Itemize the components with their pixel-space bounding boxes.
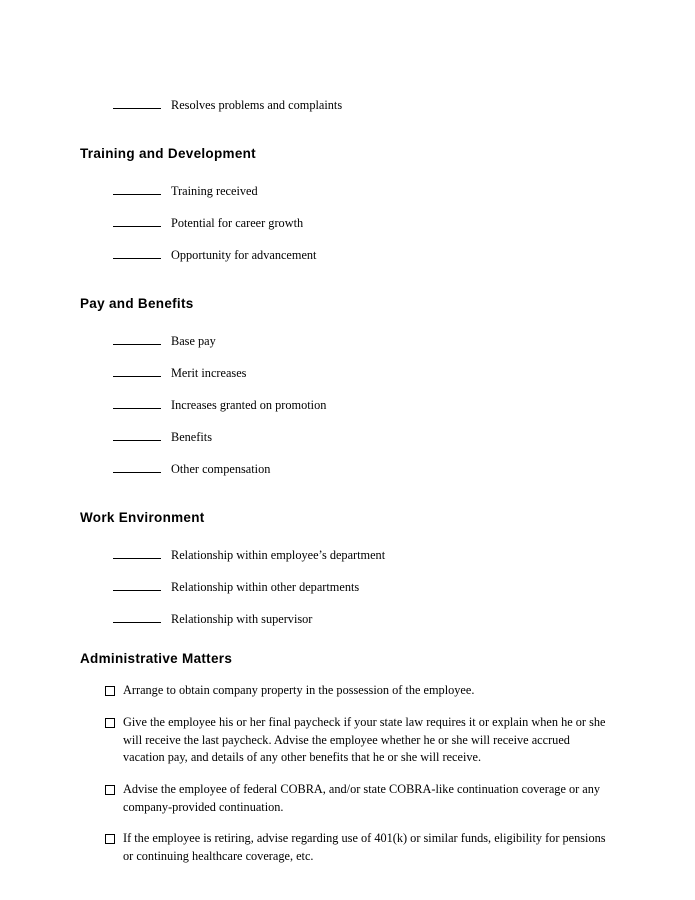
blank-line-field[interactable]: [113, 344, 161, 345]
blank-line-field[interactable]: [113, 226, 161, 227]
blank-line-field[interactable]: [113, 408, 161, 409]
checklist-item[interactable]: [105, 714, 610, 767]
rating-item-label: Benefits: [171, 430, 212, 444]
blank-line-field[interactable]: [113, 622, 161, 623]
checklist-item-label: Give the employee his or her final paycheck if your state law requires it or explain when he or she will receive the last paycheck. Advise the employee whether he or she will receive accrued vacation pay, and details of any other benefits that he or she will receive.: [123, 715, 606, 764]
rating-item-label: Resolves problems and complaints: [171, 98, 343, 112]
rating-item-orphan: [0, 96, 695, 114]
rating-item-label: Relationship within employee’s department: [171, 548, 386, 562]
checklist-item[interactable]: [105, 830, 610, 865]
rating-item-label: Opportunity for advancement: [171, 248, 317, 262]
rating-item: [0, 428, 695, 446]
rating-item: [0, 246, 695, 264]
rating-item-label: Potential for career growth: [171, 216, 304, 230]
blank-line-field[interactable]: [113, 590, 161, 591]
checkbox-icon[interactable]: [105, 834, 115, 844]
checkbox-icon[interactable]: [105, 718, 115, 728]
blank-line-field[interactable]: [113, 558, 161, 559]
rating-item-label: Relationship within other departments: [171, 580, 360, 594]
blank-line-field[interactable]: [113, 194, 161, 195]
section-heading-training-and-development: Training and Development: [80, 146, 256, 161]
rating-item: [0, 546, 695, 564]
rating-item-label: Other compensation: [171, 462, 271, 476]
section-heading-administrative-matters: Administrative Matters: [80, 651, 233, 666]
rating-item: [0, 610, 695, 628]
checklist-item[interactable]: [105, 781, 610, 816]
blank-line-field[interactable]: [113, 376, 161, 377]
blank-line-field[interactable]: [113, 440, 161, 441]
checklist-item[interactable]: [105, 682, 610, 700]
blank-line-field[interactable]: [113, 472, 161, 473]
checklist-item-label: Arrange to obtain company property in the possession of the employee.: [123, 683, 475, 697]
checklist-item-label: If the employee is retiring, advise regarding use of 401(k) or similar funds, eligibility for pensions or continuing healthcare coverage, etc.: [123, 831, 606, 863]
checklist-item-label: Advise the employee of federal COBRA, and/or state COBRA-like continuation coverage or any company-provided continuation.: [123, 782, 601, 814]
rating-item-label: Increases granted on promotion: [171, 398, 327, 412]
blank-line-field[interactable]: [113, 258, 161, 259]
rating-item: [0, 578, 695, 596]
rating-item-label: Merit increases: [171, 366, 247, 380]
checkbox-icon[interactable]: [105, 785, 115, 795]
rating-item-label: Base pay: [171, 334, 216, 348]
rating-item-label: Training received: [171, 184, 258, 198]
rating-item: [0, 214, 695, 232]
section-heading-work-environment: Work Environment: [80, 510, 205, 525]
rating-item: [0, 460, 695, 478]
blank-line-field[interactable]: [113, 108, 161, 109]
rating-item: [0, 396, 695, 414]
section-heading-pay-and-benefits: Pay and Benefits: [80, 296, 194, 311]
rating-item-label: Relationship with supervisor: [171, 612, 313, 626]
rating-item: [0, 182, 695, 200]
checkbox-icon[interactable]: [105, 686, 115, 696]
rating-item: [0, 364, 695, 382]
rating-item: [0, 332, 695, 350]
